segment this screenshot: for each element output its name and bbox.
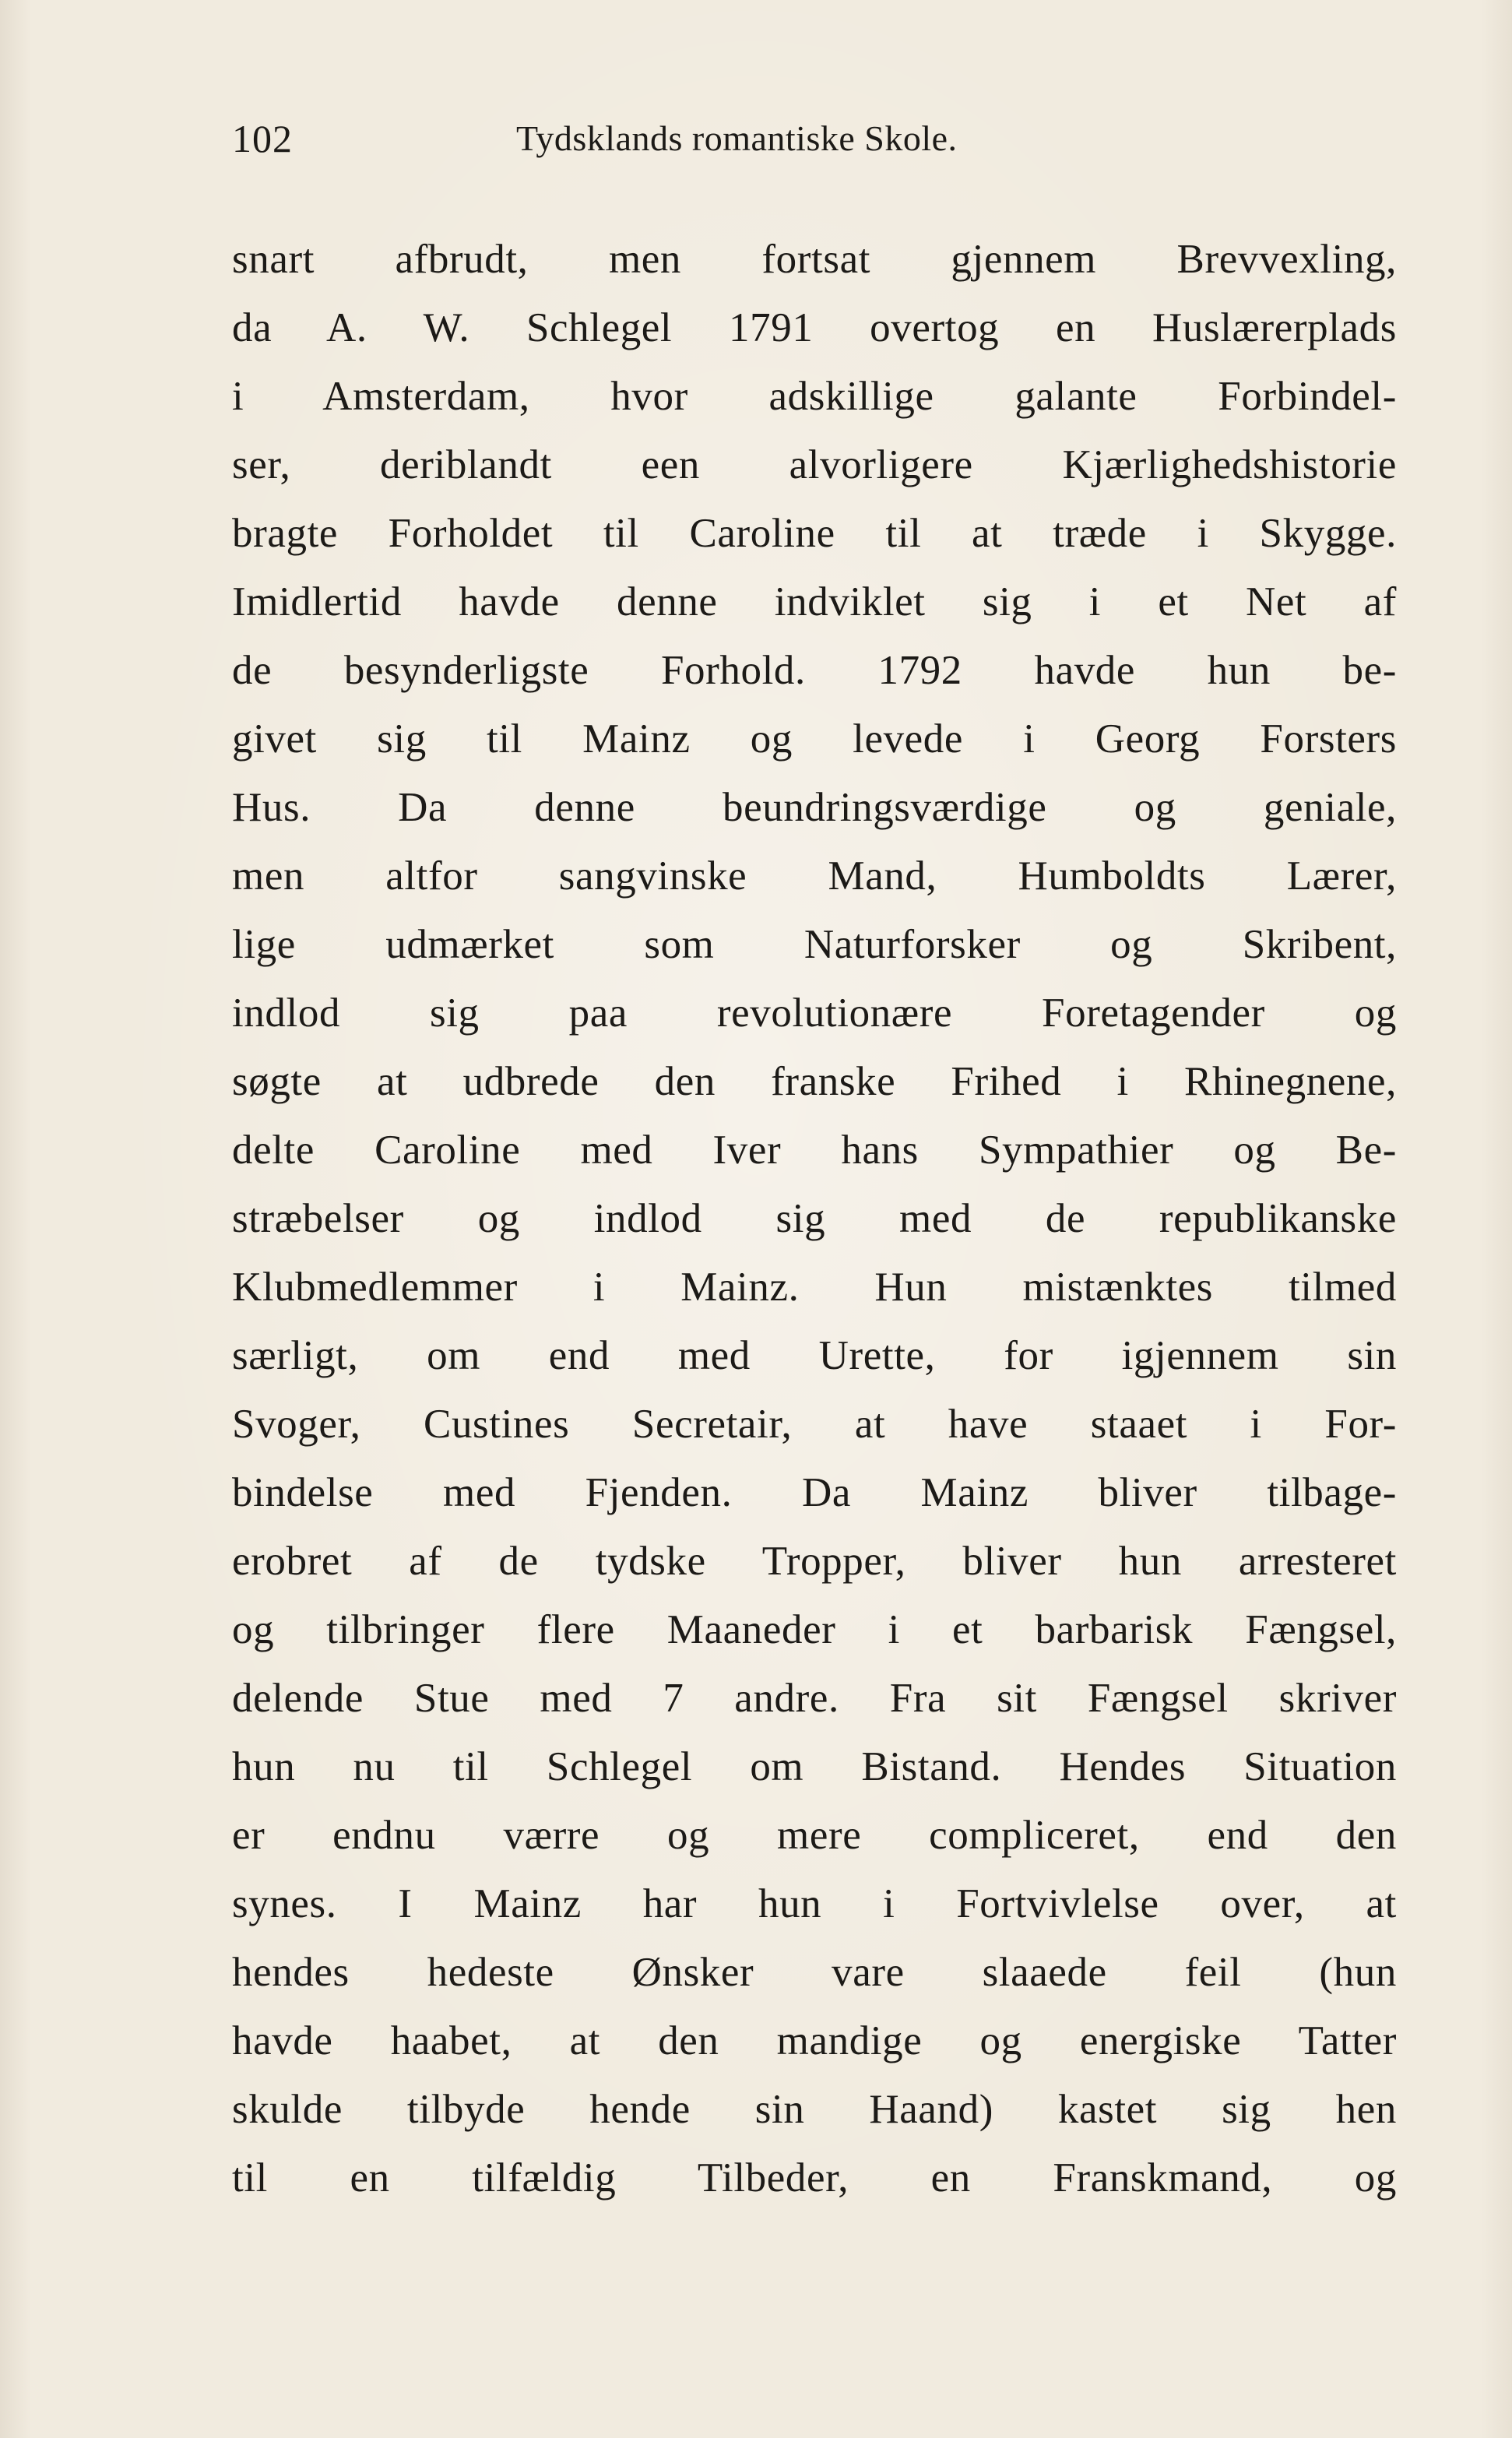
text-line: bragte Forholdet til Caroline til at træde i Skygge.	[232, 511, 1397, 556]
text-line: givet sig til Mainz og levede i Georg Forsters	[232, 716, 1397, 762]
text-line: synes. I Mainz har hun i Fortvivlelse over, at	[232, 1881, 1397, 1926]
text-line: stræbelser og indlod sig med de republikanske	[232, 1196, 1397, 1241]
text-line: Svoger, Custines Secretair, at have staaet i For-	[232, 1402, 1397, 1447]
text-line: hendes hedeste Ønsker vare slaaede feil (hun	[232, 1950, 1397, 1995]
body-text	[232, 225, 1397, 2218]
text-line: da A. W. Schlegel 1791 overtog en Huslærerplads	[232, 305, 1397, 350]
text-line: delende Stue med 7 andre. Fra sit Fængsel skriver	[232, 1676, 1397, 1721]
text-line: havde haabet, at den mandige og energiske Tatter	[232, 2018, 1397, 2063]
text-line: men altfor sangvinske Mand, Humboldts Lærer,	[232, 853, 1397, 899]
text-line: delte Caroline med Iver hans Sympathier og Be-	[232, 1128, 1397, 1173]
text-line: skulde tilbyde hende sin Haand) kastet sig hen	[232, 2087, 1397, 2132]
page-header	[232, 107, 1400, 170]
text-line: indlod sig paa revolutionære Foretagender og	[232, 990, 1397, 1036]
text-line: snart afbrudt, men fortsat gjennem Brevvexling,	[232, 237, 1397, 282]
text-line: erobret af de tydske Tropper, bliver hun arresteret	[232, 1539, 1397, 1584]
text-line: bindelse med Fjenden. Da Mainz bliver tilbage-	[232, 1470, 1397, 1515]
text-line: og tilbringer flere Maaneder i et barbarisk Fængsel,	[232, 1607, 1397, 1652]
page-number: 102	[232, 117, 293, 160]
text-line: lige udmærket som Naturforsker og Skribent,	[232, 922, 1397, 967]
text-line: hun nu til Schlegel om Bistand. Hendes Situation	[232, 1744, 1397, 1789]
running-title: Tydsklands romantiske Skole.	[516, 118, 958, 158]
text-line: i Amsterdam, hvor adskillige galante Forbindel-	[232, 374, 1397, 419]
text-line: til en tilfældig Tilbeder, en Franskmand, og	[232, 2155, 1397, 2201]
text-line: Klubmedlemmer i Mainz. Hun mistænktes tilmed	[232, 1265, 1397, 1310]
text-line: Hus. Da denne beundringsværdige og geniale,	[232, 785, 1397, 830]
text-line: ser, deriblandt een alvorligere Kjærlighedshistorie	[232, 442, 1397, 487]
text-line: de besynderligste Forhold. 1792 havde hun be-	[232, 648, 1397, 693]
text-line: søgte at udbrede den franske Frihed i Rhinegnene,	[232, 1059, 1397, 1104]
text-line: særligt, om end med Urette, for igjennem sin	[232, 1333, 1397, 1378]
text-line: Imidlertid havde denne indviklet sig i et Net af	[232, 579, 1397, 624]
text-line: er endnu værre og mere compliceret, end den	[232, 1813, 1397, 1858]
